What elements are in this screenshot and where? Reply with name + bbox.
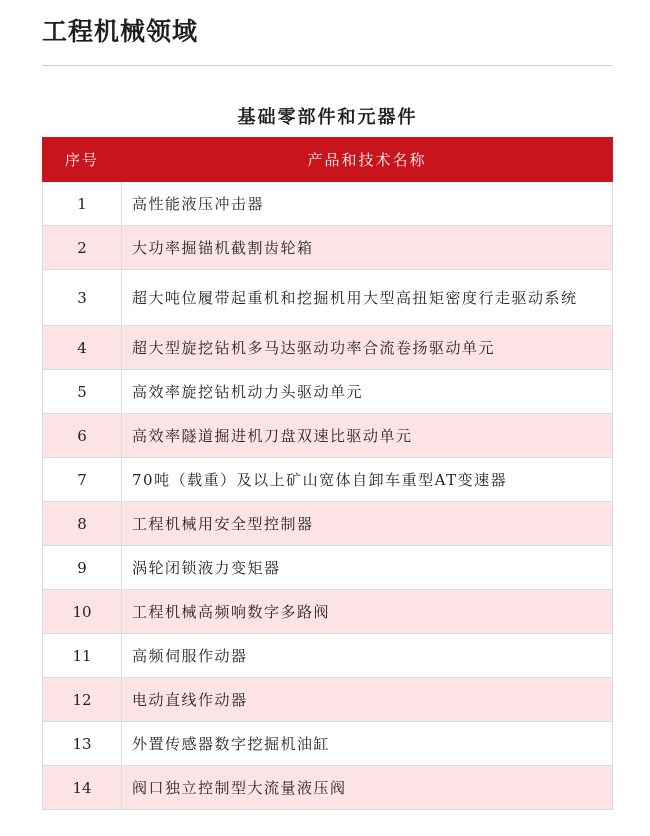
row-number: 14 [43,766,122,810]
row-name: 超大型旋挖钻机多马达驱动功率合流卷扬驱动单元 [122,326,613,370]
row-name: 涡轮闭锁液力变矩器 [122,546,613,590]
table-row [43,634,613,678]
table-row [43,546,613,590]
row-number: 1 [43,182,122,226]
table-row [43,270,613,326]
row-number: 5 [43,370,122,414]
row-number: 6 [43,414,122,458]
row-name: 阀口独立控制型大流量液压阀 [122,766,613,810]
table-row [43,226,613,270]
row-number: 7 [43,458,122,502]
row-number: 9 [43,546,122,590]
table-row [43,678,613,722]
row-name: 高效率旋挖钻机动力头驱动单元 [122,370,613,414]
row-number: 8 [43,502,122,546]
row-name: 高频伺服作动器 [122,634,613,678]
row-number: 12 [43,678,122,722]
row-number: 4 [43,326,122,370]
row-name: 外置传感器数字挖掘机油缸 [122,722,613,766]
row-name: 工程机械高频响数字多路阀 [122,590,613,634]
row-name: 工程机械用安全型控制器 [122,502,613,546]
table-row [43,458,613,502]
table-row [43,182,613,226]
row-name: 电动直线作动器 [122,678,613,722]
table-row [43,722,613,766]
row-name: 高效率隧道掘进机刀盘双速比驱动单元 [122,414,613,458]
table-row [43,502,613,546]
table-row [43,370,613,414]
row-number: 2 [43,226,122,270]
row-number: 11 [43,634,122,678]
table-row [43,414,613,458]
component-table [42,137,613,810]
table-title: 基础零部件和元器件 [237,107,418,128]
row-name: 70吨（载重）及以上矿山宽体自卸车重型AT变速器 [122,458,613,502]
row-number: 3 [43,270,122,326]
table-header-row [43,138,613,182]
row-name: 大功率掘锚机截割齿轮箱 [122,226,613,270]
table-row [43,766,613,810]
column-header-number: 序号 [43,138,122,182]
column-header-name: 产品和技术名称 [122,138,613,182]
component-table-container [42,137,613,810]
row-number: 13 [43,722,122,766]
page-title: 工程机械领域 [42,17,199,46]
row-name: 高性能液压冲击器 [122,182,613,226]
row-name: 超大吨位履带起重机和挖掘机用大型高扭矩密度行走驱动系统 [122,270,613,326]
table-row [43,590,613,634]
row-number: 10 [43,590,122,634]
heading-divider [42,65,613,66]
table-row [43,326,613,370]
